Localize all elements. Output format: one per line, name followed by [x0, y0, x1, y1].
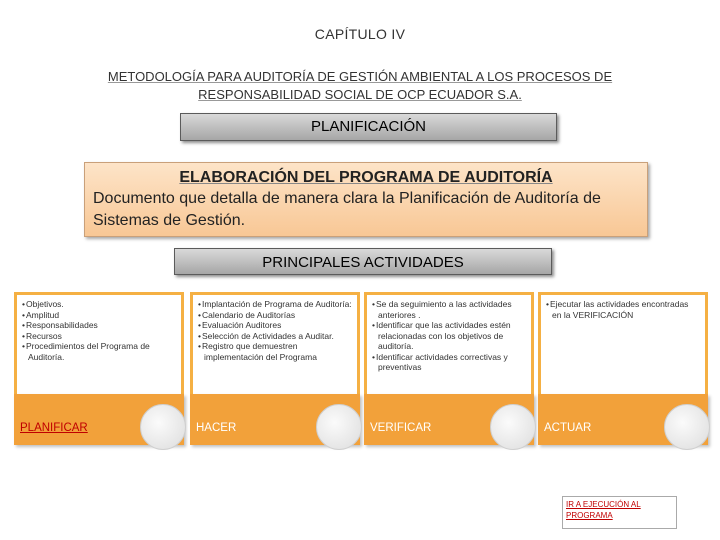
column-verificar — [364, 292, 536, 452]
list-item: • Ejecutar las actividades encontradas en la VERIFICACIÓN — [546, 299, 700, 320]
chapter-title: CAPÍTULO IV — [314, 26, 406, 42]
activity-list — [546, 299, 700, 320]
list-item: • Responsabilidades — [22, 320, 176, 331]
page-subtitle — [60, 68, 660, 104]
subtitle-line-2: RESPONSABILIDAD SOCIAL DE OCP ECUADOR S.A. — [198, 87, 522, 102]
list-item: • Calendario de Auditorías — [198, 310, 352, 321]
actuar-label: ACTUAR — [544, 422, 592, 434]
verificar-label: VERIFICAR — [370, 422, 432, 434]
list-item: • Objetivos. — [22, 299, 176, 310]
circle-decoration — [664, 404, 710, 450]
activity-list — [198, 299, 352, 362]
column-planificar — [14, 292, 186, 452]
list-item: • Identificar actividades correctivas y preventivas — [372, 352, 526, 373]
list-item: • Procedimientos del Programa de Auditoría. — [22, 341, 176, 362]
hacer-label: HACER — [196, 422, 237, 434]
column-content — [364, 292, 534, 395]
circle-decoration — [140, 404, 186, 450]
column-content — [14, 292, 184, 395]
list-item: • Selección de Actividades a Auditar. — [198, 331, 352, 342]
column-hacer — [190, 292, 362, 452]
activity-list — [372, 299, 526, 373]
list-item: • Identificar que las actividades estén relacionadas con los objetivos de auditoría. — [372, 320, 526, 352]
planificar-link[interactable]: PLANIFICAR — [20, 422, 88, 434]
activity-list — [22, 299, 176, 362]
programa-description: Documento que detalla de manera clara la Planificación de Auditoría de Sistemas de Gestión. — [93, 190, 601, 229]
ir-a-ejecucion-link[interactable]: IR A EJECUCIÓN AL PROGRAMA — [562, 496, 677, 529]
circle-decoration — [316, 404, 362, 450]
programa-box — [84, 162, 648, 237]
column-content — [538, 292, 708, 395]
actividades-banner: PRINCIPALES ACTIVIDADES — [174, 248, 552, 275]
programa-title: ELABORACIÓN DEL PROGRAMA DE AUDITORÍA — [179, 169, 553, 186]
list-item: • Implantación de Programa de Auditoría: — [198, 299, 352, 310]
planificacion-banner: PLANIFICACIÓN — [180, 113, 557, 141]
subtitle-line-1: METODOLOGÍA PARA AUDITORÍA DE GESTIÓN AMBIENTAL A LOS PROCESOS DE — [107, 69, 613, 84]
list-item: • Amplitud — [22, 310, 176, 321]
list-item: • Recursos — [22, 331, 176, 342]
list-item: • Registro que demuestren implementación del Programa — [198, 341, 352, 362]
list-item: • Se da seguimiento a las actividades anteriores . — [372, 299, 526, 320]
list-item: • Evaluación Auditores — [198, 320, 352, 331]
column-content — [190, 292, 360, 395]
column-actuar — [538, 292, 710, 452]
circle-decoration — [490, 404, 536, 450]
